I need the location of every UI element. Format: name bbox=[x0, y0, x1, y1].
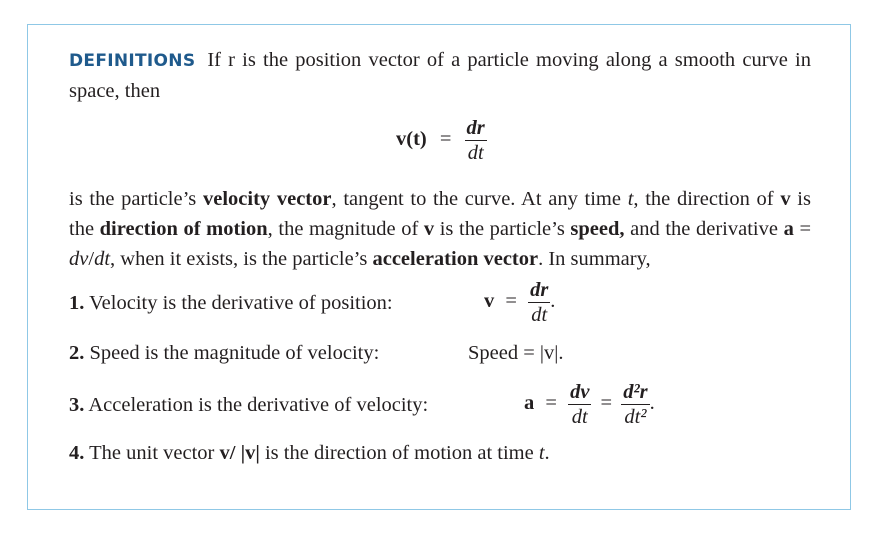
item-1-math: v = $\frac{dr}{dt}$ . bbox=[484, 279, 556, 326]
item-text: is the direction of motion at time bbox=[259, 442, 539, 464]
slash: / bbox=[88, 248, 95, 270]
term-direction-of-motion: direction of motion bbox=[99, 218, 268, 240]
display-numerator: dr bbox=[466, 117, 485, 139]
term-velocity-vector: velocity vector bbox=[202, 188, 332, 210]
para-text: . In summary, bbox=[538, 248, 651, 270]
var-a: a bbox=[783, 218, 794, 240]
item-number: 2. bbox=[69, 342, 85, 364]
para-text: , tangent to the curve. At any time bbox=[331, 188, 628, 210]
item-text: Acceleration is the derivative of velocity: bbox=[88, 394, 429, 416]
display-equals: = bbox=[439, 128, 452, 151]
display-fraction bbox=[465, 118, 487, 163]
para-text: , when it exists, is the particle’s bbox=[110, 248, 373, 270]
item-3-math: a = $\frac{dv}{dt}$ = $\frac{\text{d²r}}{\text{dt²}}$ . bbox=[524, 381, 655, 428]
term-speed: speed, bbox=[570, 218, 625, 240]
definition-content bbox=[69, 45, 811, 468]
unit-vector-expr: v/ |v| bbox=[219, 442, 260, 464]
item-text: Velocity is the derivative of position: bbox=[89, 292, 393, 314]
list-item-4: 4. The unit vector v/ |v| is the direction of motion at time t. bbox=[69, 442, 550, 464]
var-v: v bbox=[780, 188, 791, 210]
intro-paragraph bbox=[69, 45, 811, 106]
display-denominator: dt bbox=[467, 141, 484, 164]
item-number: 4. bbox=[69, 442, 85, 464]
list-item-1 bbox=[69, 279, 811, 326]
para-text: = bbox=[793, 218, 811, 240]
item-text: Speed is the magnitude of velocity: bbox=[89, 342, 380, 364]
para-text: , the magnitude of bbox=[267, 218, 424, 240]
definitions-heading: DEFINITIONS bbox=[69, 51, 196, 71]
item-2-math: Speed = |v|. bbox=[468, 342, 564, 364]
para-text: is the particle’s bbox=[434, 218, 571, 240]
item-text: The unit vector bbox=[89, 442, 220, 464]
dt-expr: dt bbox=[94, 248, 111, 270]
var-v: v bbox=[423, 218, 435, 240]
term-acceleration-vector: acceleration vector bbox=[372, 248, 539, 270]
para-text: and the derivative bbox=[624, 218, 784, 240]
item-number: 3. bbox=[69, 394, 85, 416]
para-text: , the direction of bbox=[633, 188, 781, 210]
item-number: 1. bbox=[69, 292, 85, 314]
intro-text: If r is the position vector of a particle moving along a smooth curve in space, then bbox=[69, 49, 811, 102]
var-t: t bbox=[627, 188, 634, 210]
list-item-2 bbox=[69, 338, 811, 368]
definition-box bbox=[27, 24, 851, 510]
list-item-3 bbox=[69, 381, 811, 430]
velocity-definition-equation bbox=[69, 106, 811, 184]
definition-paragraph bbox=[69, 184, 811, 274]
para-text: is the bbox=[69, 188, 811, 240]
var-t: t bbox=[538, 442, 545, 464]
display-lhs: v(t) bbox=[396, 128, 427, 151]
dv-expr: dv bbox=[69, 248, 89, 270]
para-text: is the particle’s bbox=[69, 188, 203, 210]
